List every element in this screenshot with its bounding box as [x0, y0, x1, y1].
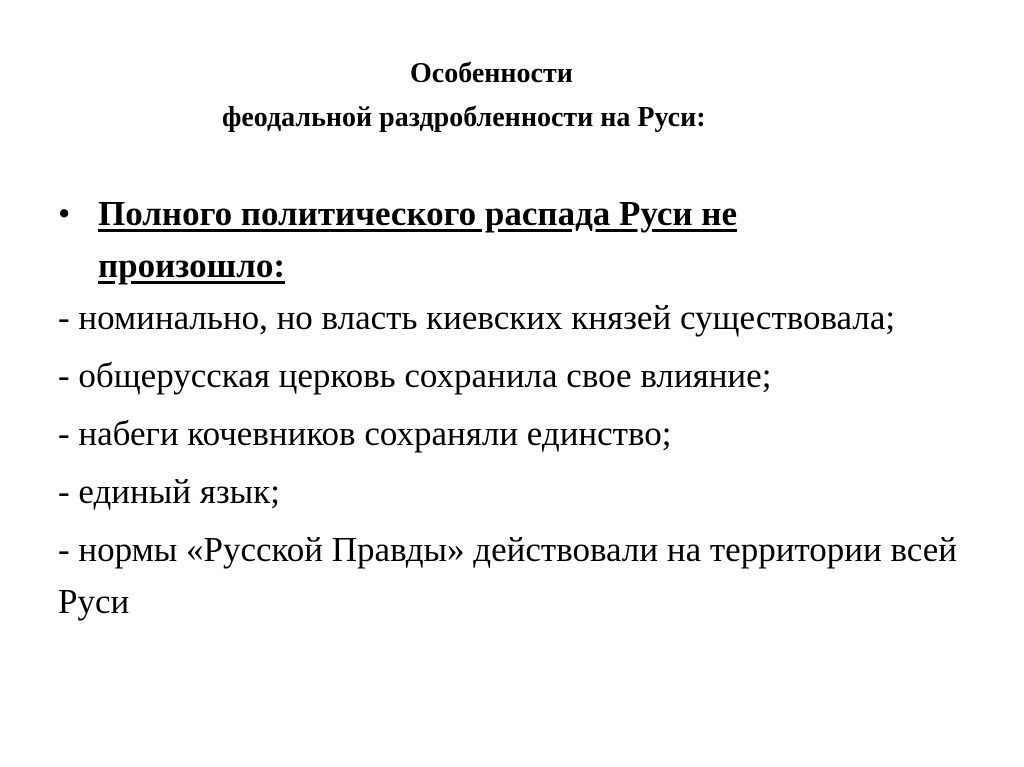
list-item: - нормы «Русской Правды» действовали на территории всей Руси	[58, 530, 958, 621]
list-item: - номинально, но власть киевских князей существовала;	[58, 298, 896, 337]
title-line-1: Особенности	[410, 58, 573, 89]
list-item: - общерусская церковь сохранила свое влияние;	[58, 356, 772, 395]
bullet-heading: Полного политического распада Руси не произошло:	[98, 194, 737, 285]
list-item: - набеги кочевников сохраняли единство;	[58, 414, 672, 453]
item-list	[58, 292, 958, 634]
bullet-icon: •	[58, 194, 71, 233]
list-item: - единый язык;	[58, 472, 280, 511]
title-line-2: феодальной раздробленности на Руси:	[222, 102, 706, 133]
